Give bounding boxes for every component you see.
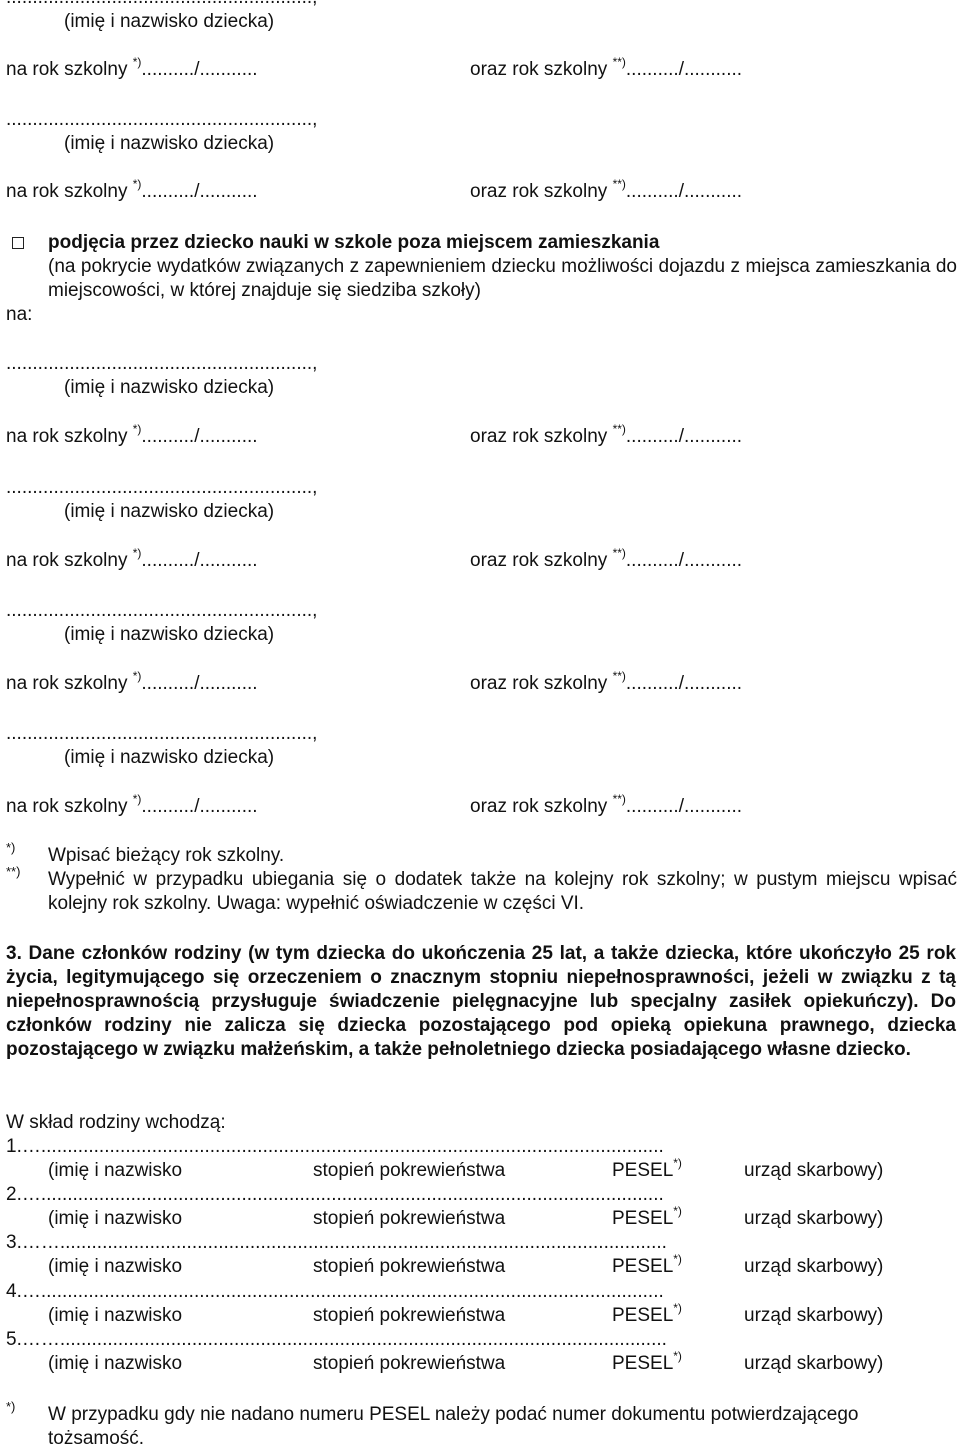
member-col-relation: stopień pokrewieństwa xyxy=(313,1256,506,1277)
member-col-pesel xyxy=(612,1203,682,1231)
school-year-label: na rok szkolny xyxy=(6,550,128,571)
member-col-relation: stopień pokrewieństwa xyxy=(313,1208,506,1229)
footnote-text: Wypełnić w przypadku ubiegania się o dodatek także na kolejny rok szkolny; w pustym miejscu wpisać kolejny rok szkolny. Uwaga: wypełnić oświadczenie w części VI. xyxy=(48,869,957,914)
footnote-ref: *) xyxy=(673,1251,682,1266)
family-intro: W skład rodziny wchodzą: xyxy=(6,1112,226,1133)
member-col-pesel xyxy=(612,1155,682,1183)
footnote-ref: *) xyxy=(132,176,142,191)
footnote-ref: **) xyxy=(612,668,626,683)
member-dots: …...................................................................................................................... xyxy=(21,1184,664,1205)
school-year-line xyxy=(6,54,258,82)
school-year-line xyxy=(6,545,258,573)
member-col-relation: stopień pokrewieństwa xyxy=(313,1305,506,1326)
footnote-ref: *) xyxy=(673,1300,682,1315)
next-school-year-line xyxy=(470,421,743,449)
member-col-name: (imię i nazwisko xyxy=(48,1353,183,1374)
next-school-year-line xyxy=(470,54,743,82)
member-line xyxy=(6,1280,664,1304)
child-name-label: (imię i nazwisko dziecka) xyxy=(64,377,275,398)
pesel-label: PESEL xyxy=(612,1305,674,1326)
next-school-year-fill: ........../........... xyxy=(625,550,743,571)
pesel-label: PESEL xyxy=(612,1160,674,1181)
member-dots: ……................................................................................................................... xyxy=(21,1232,667,1253)
pesel-label: PESEL xyxy=(612,1353,674,1374)
child-name-dots xyxy=(6,0,317,10)
pesel-label: PESEL xyxy=(612,1256,674,1277)
member-dots: …...................................................................................................................... xyxy=(21,1281,664,1302)
next-school-year-label: oraz rok szkolny xyxy=(470,673,608,694)
child-name-label: (imię i nazwisko dziecka) xyxy=(64,747,275,768)
school-year-line xyxy=(6,176,258,204)
next-school-year-fill: ........../........... xyxy=(625,796,743,817)
footnote-mark: *) xyxy=(6,840,16,855)
next-school-year-line xyxy=(470,176,743,204)
child-name-label: (imię i nazwisko dziecka) xyxy=(64,501,275,522)
section-3-heading: 3. Dane członków rodziny (w tym dziecka do ukończenia 25 lat, a także dziecka, które ukończyło 25 rok życia, legitymującego się orzeczeniem o znacznym stopniu niepełnosprawności, jeżeli w związku z tą niepełnosprawnością przysługuje świadczenie pielęgnacyjne lub specjalny zasiłek opiekuńczy). Do członków rodziny nie zalicza się dziecka pozostającego pod opieką opiekuna prawnego, dziecka pozostającego w związku małżeńskim, a także pełnoletniego dziecka posiadającego własne dziecko. xyxy=(6,943,956,1060)
footnote-ref: **) xyxy=(612,421,626,436)
next-school-year-line xyxy=(470,545,743,573)
footnote-ref: *) xyxy=(132,421,142,436)
member-col-relation: stopień pokrewieństwa xyxy=(313,1160,506,1181)
next-school-year-fill: ........../........... xyxy=(625,673,743,694)
next-school-year-line xyxy=(470,668,743,696)
footnote-ref: *) xyxy=(673,1155,682,1170)
footnote-ref: *) xyxy=(132,54,142,69)
option-title: podjęcia przez dziecko nauki w szkole poza miejscem zamieszkania xyxy=(48,232,660,253)
school-year-label: na rok szkolny xyxy=(6,796,128,817)
member-col-name: (imię i nazwisko xyxy=(48,1208,183,1229)
child-name-label: (imię i nazwisko dziecka) xyxy=(64,624,275,645)
member-line xyxy=(6,1328,667,1352)
member-col-relation: stopień pokrewieństwa xyxy=(313,1353,506,1374)
member-number: 3. xyxy=(6,1232,22,1253)
footnote-ref: *) xyxy=(132,791,142,806)
next-school-year-fill: ........../........... xyxy=(625,59,743,80)
school-year-label: na rok szkolny xyxy=(6,59,128,80)
member-col-pesel xyxy=(612,1251,682,1279)
footnote-ref: **) xyxy=(612,176,626,191)
school-year-fill: ........../........... xyxy=(141,673,258,694)
next-school-year-fill: ........../........... xyxy=(625,181,743,202)
child-name-dots: .........................................................., xyxy=(6,353,318,374)
member-col-tax-office: urząd skarbowy) xyxy=(744,1353,884,1374)
child-name-label: (imię i nazwisko dziecka) xyxy=(64,133,275,154)
child-name-dots: .........................................................., xyxy=(6,600,318,621)
footnote-ref: *) xyxy=(673,1203,682,1218)
next-school-year-label: oraz rok szkolny xyxy=(470,59,608,80)
member-col-name: (imię i nazwisko xyxy=(48,1256,183,1277)
next-school-year-label: oraz rok szkolny xyxy=(470,796,608,817)
footnote-mark: *) xyxy=(6,1399,16,1414)
option-description: (na pokrycie wydatków związanych z zapewnieniem dziecku możliwości dojazdu z miejsca zamieszkania do miejscowości, w której znajduje się siedziba szkoły) xyxy=(48,256,957,301)
member-dots: …...................................................................................................................... xyxy=(21,1136,664,1157)
school-year-fill: ........../........... xyxy=(141,426,258,447)
school-year-fill: ........../........... xyxy=(141,59,258,80)
child-name-dots: .........................................................., xyxy=(6,109,318,130)
child-name-label: (imię i nazwisko dziecka) xyxy=(64,11,275,32)
member-line xyxy=(6,1231,667,1255)
school-year-line xyxy=(6,791,258,819)
member-number: 2. xyxy=(6,1184,22,1205)
option-checkbox[interactable] xyxy=(12,237,24,249)
footnote-ref: **) xyxy=(612,54,626,69)
school-year-fill: ........../........... xyxy=(141,181,258,202)
member-col-tax-office: urząd skarbowy) xyxy=(744,1208,884,1229)
school-year-fill: ........../........... xyxy=(141,796,258,817)
child-name-dots: .........................................................., xyxy=(6,477,318,498)
member-line xyxy=(6,1183,664,1207)
option-na-label: na: xyxy=(6,304,33,325)
school-year-line xyxy=(6,668,258,696)
next-school-year-label: oraz rok szkolny xyxy=(470,181,608,202)
member-col-pesel xyxy=(612,1300,682,1328)
member-number: 5. xyxy=(6,1329,22,1350)
member-dots: ……................................................................................................................... xyxy=(21,1329,667,1350)
member-col-name: (imię i nazwisko xyxy=(48,1160,183,1181)
next-school-year-fill: ........../........... xyxy=(625,426,743,447)
footnote-text: W przypadku gdy nie nadano numeru PESEL należy podać numer dokumentu potwierdzającego tożsamość. xyxy=(48,1404,859,1449)
next-school-year-label: oraz rok szkolny xyxy=(470,550,608,571)
member-col-pesel xyxy=(612,1348,682,1376)
member-number: 4. xyxy=(6,1281,22,1302)
footnote-ref: *) xyxy=(132,545,142,560)
footnote-mark: **) xyxy=(6,864,21,879)
next-school-year-line xyxy=(470,791,743,819)
school-year-line xyxy=(6,421,258,449)
member-col-tax-office: urząd skarbowy) xyxy=(744,1256,884,1277)
footnote-ref: *) xyxy=(673,1348,682,1363)
footnote-text: Wpisać bieżący rok szkolny. xyxy=(48,845,285,866)
school-year-fill: ........../........... xyxy=(141,550,258,571)
school-year-label: na rok szkolny xyxy=(6,426,128,447)
school-year-label: na rok szkolny xyxy=(6,673,128,694)
member-col-tax-office: urząd skarbowy) xyxy=(744,1305,884,1326)
member-col-tax-office: urząd skarbowy) xyxy=(744,1160,884,1181)
footnote-ref: **) xyxy=(612,791,626,806)
child-name-dots: .........................................................., xyxy=(6,723,318,744)
school-year-label: na rok szkolny xyxy=(6,181,128,202)
footnote-ref: *) xyxy=(132,668,142,683)
next-school-year-label: oraz rok szkolny xyxy=(470,426,608,447)
member-line xyxy=(6,1135,664,1159)
member-col-name: (imię i nazwisko xyxy=(48,1305,183,1326)
pesel-label: PESEL xyxy=(612,1208,674,1229)
member-number: 1. xyxy=(6,1136,22,1157)
footnote-ref: **) xyxy=(612,545,626,560)
